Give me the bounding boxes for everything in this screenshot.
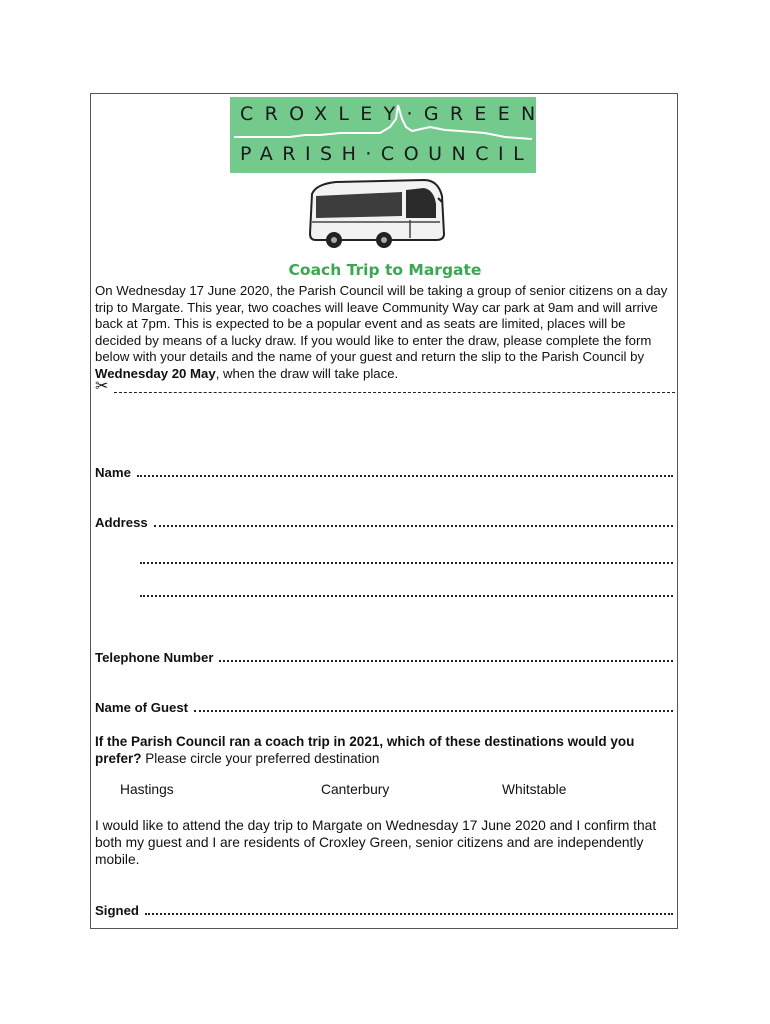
parish-council-logo (230, 97, 547, 173)
intro-paragraph (95, 283, 675, 382)
option-canterbury[interactable]: Canterbury (321, 782, 390, 797)
cut-line (95, 378, 675, 396)
signature-field[interactable] (95, 901, 673, 918)
signature-input-line[interactable] (145, 901, 673, 915)
address-input-line-1[interactable] (154, 513, 673, 527)
option-hastings[interactable]: Hastings (120, 782, 174, 797)
dashed-line (114, 382, 675, 393)
telephone-label: Telephone Number (95, 650, 214, 665)
page-title: Coach Trip to Margate (288, 261, 482, 279)
guest-field[interactable] (95, 698, 673, 715)
intro-text: On Wednesday 17 June 2020, the Parish Council will be taking a group of senior citizens on a day trip to Margate. This year, two coaches will leave Community Way car park at 9am and will arrive back at 7pm. This is expected to be a popular event and as seats are limited, places will be decided by means of a lucky draw. If you would like to enter the draw, please complete the form below with your details and the name of your guest and return the slip to the Parish Council by (95, 283, 668, 364)
option-whitstable[interactable]: Whitstable (502, 782, 567, 797)
address-input-line-3[interactable] (140, 583, 673, 597)
scissors-icon: ✂ (95, 378, 109, 395)
signed-label: Signed (95, 903, 139, 918)
logo-text-croxley-green: CROXLEY·GREEN (240, 103, 547, 125)
destination-question (95, 733, 675, 767)
logo-text-parish-council: PARISH·COUNCIL (240, 143, 534, 165)
coach-bus-icon (306, 176, 446, 252)
guest-label: Name of Guest (95, 700, 189, 715)
address-label: Address (95, 515, 148, 530)
address-field[interactable] (95, 513, 673, 530)
name-input-line[interactable] (137, 463, 673, 477)
name-label: Name (95, 465, 131, 480)
address-input-line-2[interactable] (140, 550, 673, 564)
guest-input-line[interactable] (194, 698, 673, 712)
question-instruction: Please circle your preferred destination (141, 751, 380, 766)
telephone-input-line[interactable] (219, 648, 673, 662)
intro-text-end: , when the draw will take place. (215, 365, 399, 381)
confirmation-statement: I would like to attend the day trip to Margate on Wednesday 17 June 2020 and I confirm that both my guest and I are residents of Croxley Green, senior citizens and are independently mobile. (95, 818, 657, 867)
question-bold-text: If the Parish Council ran a coach trip in 2021, which of these destinations would you prefer? (95, 734, 635, 766)
name-field[interactable] (95, 463, 673, 480)
telephone-field[interactable] (95, 648, 673, 665)
deadline-date: Wednesday 20 May (95, 365, 216, 381)
